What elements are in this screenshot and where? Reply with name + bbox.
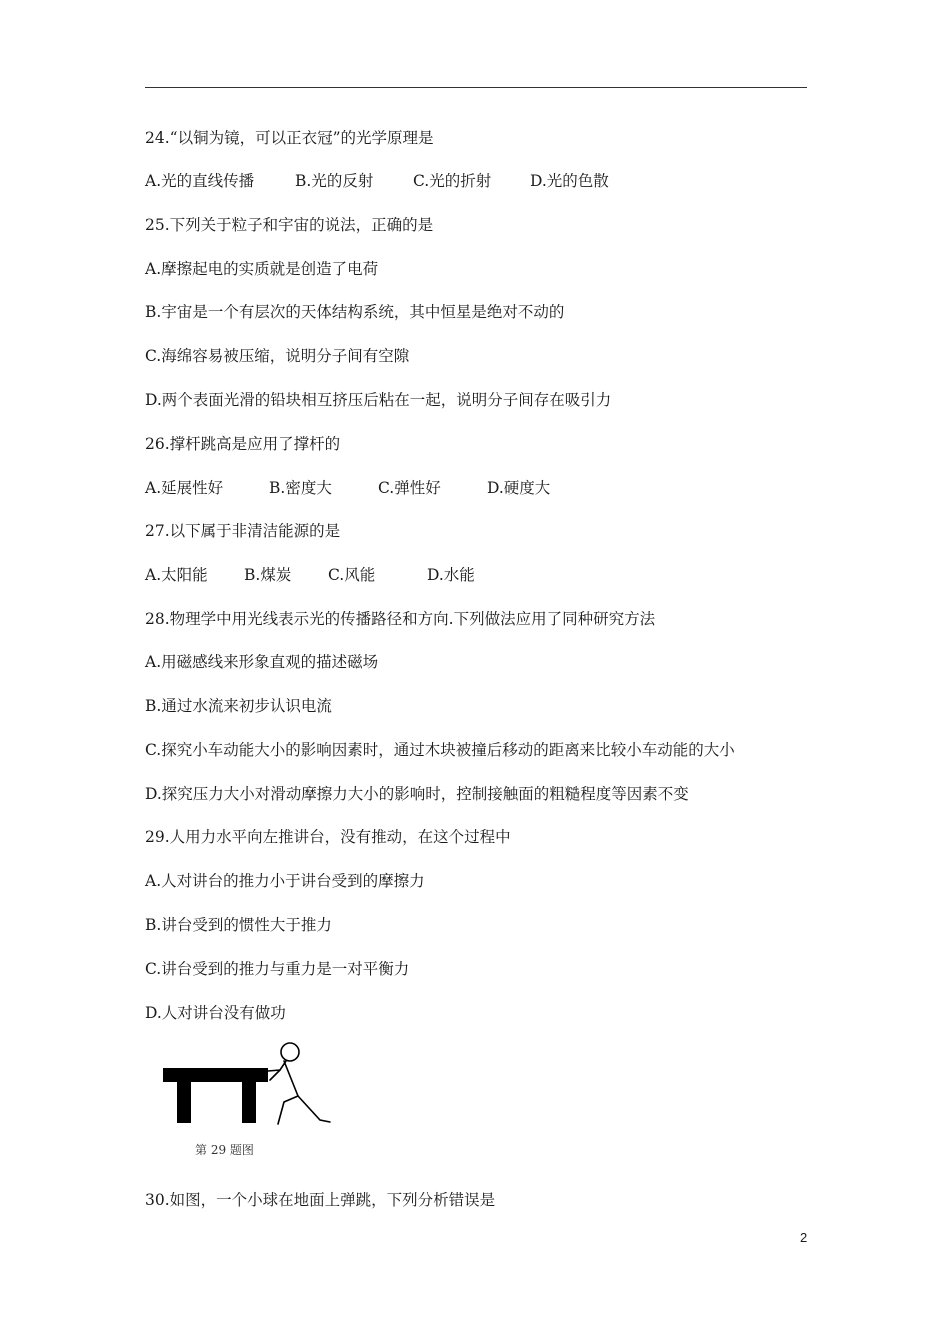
option-a: A.光的直线传播	[145, 172, 255, 190]
option-d: D.水能	[427, 566, 475, 584]
option-b: B.光的反射	[295, 172, 374, 190]
question-30-stem: 30.如图，一个小球在地面上弹跳，下列分析错误是	[145, 1191, 496, 1209]
option-c: C.光的折射	[413, 172, 492, 190]
option-a: A.太阳能	[145, 566, 208, 584]
question-24-stem: 24.“以铜为镜，可以正衣冠”的光学原理是	[145, 129, 434, 147]
lectern-right-leg	[242, 1080, 256, 1123]
option-c: C.讲台受到的推力与重力是一对平衡力	[145, 960, 410, 978]
lectern-left-leg	[177, 1080, 191, 1123]
option-b: B.讲台受到的惯性大于推力	[145, 916, 332, 934]
option-a: A.人对讲台的推力小于讲台受到的摩擦力	[145, 872, 425, 890]
option-c: C.海绵容易被压缩，说明分子间有空隙	[145, 347, 410, 365]
option-d: D.光的色散	[530, 172, 609, 190]
question-27-stem: 27.以下属于非清洁能源的是	[145, 522, 341, 540]
option-b: B.通过水流来初步认识电流	[145, 697, 332, 715]
question-26-stem: 26.撑杆跳高是应用了撑杆的	[145, 435, 341, 453]
header-rule	[145, 87, 807, 88]
question-25-stem: 25.下列关于粒子和宇宙的说法，正确的是	[145, 216, 434, 234]
question-24-options	[145, 171, 609, 191]
person-figure	[268, 1043, 330, 1124]
option-d: D.两个表面光滑的铅块相互挤压后粘在一起，说明分子间存在吸引力	[145, 391, 612, 409]
option-a: A.延展性好	[145, 479, 224, 497]
question-26-options	[145, 478, 550, 498]
option-a: A.摩擦起电的实质就是创造了电荷	[145, 260, 379, 278]
page-number: 2	[800, 1230, 808, 1245]
option-b: B.密度大	[269, 479, 332, 497]
option-d: D.人对讲台没有做功	[145, 1004, 286, 1022]
option-c: C.风能	[328, 566, 376, 584]
option-a: A.用磁感线来形象直观的描述磁场	[145, 653, 379, 671]
option-d: D.探究压力大小对滑动摩擦力大小的影响时，控制接触面的粗糙程度等因素不变	[145, 785, 689, 803]
option-c: C.探究小车动能大小的影响因素时，通过木块被撞后移动的距离来比较小车动能的大小	[145, 741, 735, 759]
question-27-options	[145, 565, 475, 585]
option-b: B.煤炭	[244, 566, 292, 584]
question-29-stem: 29.人用力水平向左推讲台，没有推动，在这个过程中	[145, 828, 511, 846]
option-b: B.宇宙是一个有层次的天体结构系统，其中恒星是绝对不动的	[145, 303, 565, 321]
question-28-stem: 28.物理学中用光线表示光的传播路径和方向.下列做法应用了同种研究方法	[145, 610, 656, 628]
figure-caption: 第 29 题图	[195, 1143, 254, 1157]
option-d: D.硬度大	[487, 479, 551, 497]
lectern-top	[163, 1068, 268, 1082]
option-c: C.弹性好	[378, 479, 441, 497]
